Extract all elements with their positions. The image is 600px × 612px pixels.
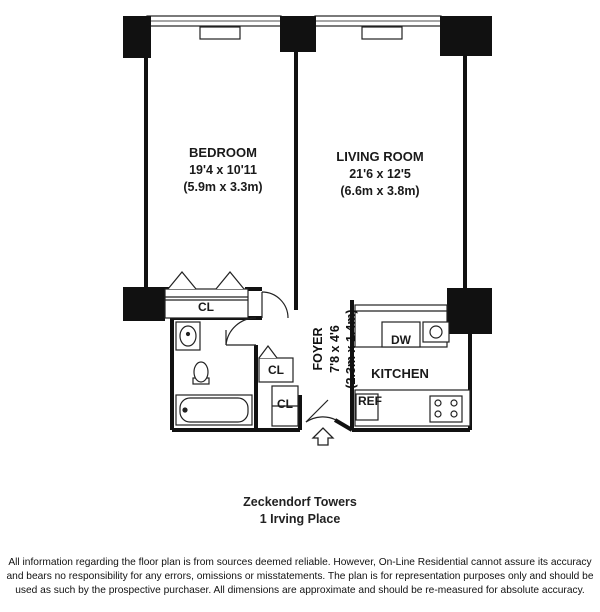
disclaimer-line-3: used as such by the prospective purchaser. All dimensions are approximate and should be re-measured for absolute accuracy.: [15, 585, 585, 596]
disclaimer-line-1: All information regarding the floor plan is from sources deemed reliable. However, On-Line Residential cannot assure its accuracy: [8, 557, 592, 568]
dishwasher-label: DW: [391, 333, 411, 347]
entry-arrow-icon: [313, 428, 333, 445]
disclaimer-line-2: and bears no responsibility for any errors, omissions or misstatements. The plan is for representation purposes only and should be: [6, 571, 594, 582]
living-room-label: LIVING ROOM: [336, 149, 424, 164]
hall-closet-label: CL: [268, 363, 284, 377]
building-address: 1 Irving Place: [259, 512, 341, 526]
bedroom-label: BEDROOM: [189, 145, 257, 160]
disclaimer: [0, 556, 600, 598]
bath-door: [226, 318, 256, 345]
window-bedroom: [147, 16, 281, 39]
foyer-dimensions-ft: 7'8 x 4'6: [328, 325, 342, 373]
living-room-dimensions-ft: 21'6 x 12'5: [349, 167, 411, 181]
living-room-dimensions-m: (6.6m x 3.8m): [340, 184, 420, 198]
kitchen-label: KITCHEN: [371, 366, 429, 381]
bedroom-dimensions-ft: 19'4 x 10'11: [189, 163, 257, 177]
foyer-dimensions-m: (2.3m x 1.4m): [344, 309, 358, 389]
foyer-closet-label: CL: [277, 397, 293, 411]
window-living-room: [315, 16, 441, 39]
refrigerator-label: REF: [358, 394, 382, 408]
bathroom-fixtures: [176, 322, 252, 425]
building-name: Zeckendorf Towers: [243, 495, 357, 509]
bedroom-closet-label: CL: [198, 300, 214, 314]
bedroom-door: [262, 292, 288, 318]
bedroom-dimensions-m: (5.9m x 3.3m): [183, 180, 263, 194]
foyer-label: FOYER: [311, 327, 325, 371]
entry-door: [306, 400, 336, 422]
